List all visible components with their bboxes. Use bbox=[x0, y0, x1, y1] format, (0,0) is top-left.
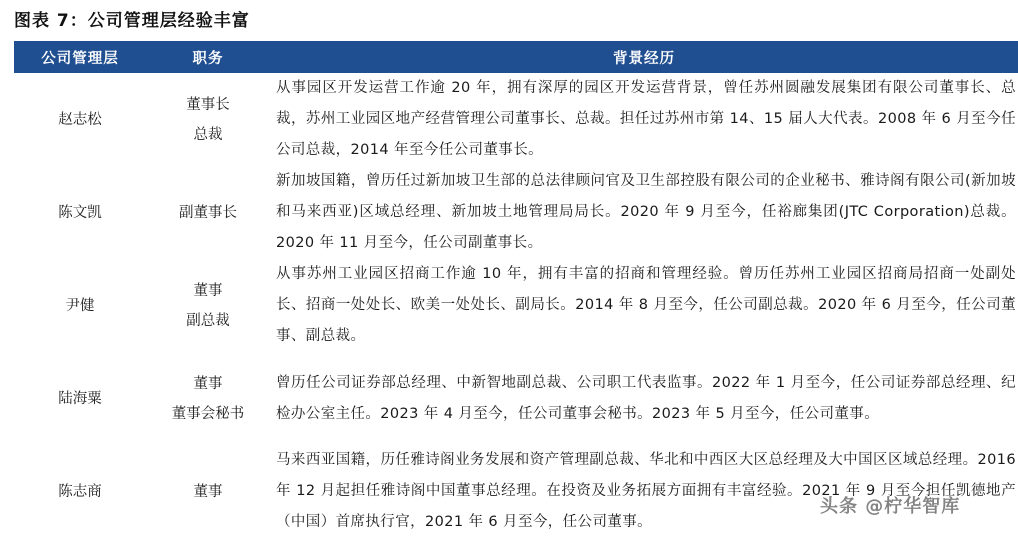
role-line: 董事 bbox=[193, 375, 223, 392]
manager-name: 陆海粟 bbox=[58, 390, 102, 407]
manager-background: 曾历任公司证券部总经理、中新智地副总裁、公司职工代表监事。2022 年 1 月至今，任公司证券部总经理、纪检办公室主任。2023 年 4 月至今，任公司董事会秘书。2023 年 5 月至今，任公司董事。 bbox=[276, 374, 1016, 422]
manager-background: 从事园区开发运营工作逾 20 年，拥有深厚的园区开发运营背景，曾任苏州圆融发展集团有限公司董事长、总裁，苏州工业园区地产经营管理公司董事长、总裁。担任过苏州市第 14、15 届人大代表。2008 年 6 月至今任公司总裁，2014 年至今任公司董事长。 bbox=[276, 80, 1016, 158]
manager-role bbox=[146, 73, 270, 166]
management-table bbox=[14, 41, 1018, 538]
role-line: 副总裁 bbox=[186, 312, 230, 329]
watermark: 头条 @柠华智库 bbox=[820, 496, 961, 517]
manager-background: 新加坡国籍，曾历任过新加坡卫生部的总法律顾问官及卫生部控股有限公司的企业秘书、雅诗阁有限公司(新加坡和马来西亚)区域总经理、新加坡土地管理局局长。2020 年 9 月至今，任裕廊集团(JTC Corporation)总裁。2020 年 11 月至今，任公司副董事长。 bbox=[276, 173, 1016, 251]
table-row bbox=[14, 166, 1018, 259]
manager-name: 尹健 bbox=[65, 297, 95, 314]
role-line: 总裁 bbox=[193, 126, 223, 143]
header-position: 职务 bbox=[146, 41, 270, 73]
manager-name: 陈文凯 bbox=[58, 204, 102, 221]
role-line: 董事 bbox=[193, 483, 223, 500]
table-row bbox=[14, 352, 1018, 445]
manager-role bbox=[146, 259, 270, 352]
manager-role bbox=[146, 352, 270, 445]
header-background: 背景经历 bbox=[270, 41, 1018, 73]
manager-background: 马来西亚国籍，历任雅诗阁业务发展和资产管理副总裁、华北和中西区大区总经理及大中国区区域总经理。2016 年 12 月起担任雅诗阁中国董事总经理。在投资及业务拓展方面拥有丰富经验。2021 年 9 月至今担任凯德地产（中国）首席执行官，2021 年 6 月至今，任公司董事。 bbox=[276, 452, 1016, 530]
manager-role bbox=[146, 445, 270, 538]
role-line: 副董事长 bbox=[179, 204, 237, 221]
table-row bbox=[14, 73, 1018, 166]
manager-name: 赵志松 bbox=[58, 111, 102, 128]
table-row bbox=[14, 259, 1018, 352]
table-header-row bbox=[14, 41, 1018, 73]
manager-name: 陈志商 bbox=[58, 483, 102, 500]
role-line: 董事会秘书 bbox=[171, 405, 245, 422]
manager-role bbox=[146, 166, 270, 259]
role-line: 董事长 bbox=[186, 96, 230, 113]
header-management: 公司管理层 bbox=[14, 41, 146, 73]
manager-background: 从事苏州工业园区招商工作逾 10 年，拥有丰富的招商和管理经验。曾历任苏州工业园区招商局招商一处副处长、招商一处处长、欧美一处处长、副局长。2014 年 8 月至今，任公司副总裁。2020 年 6 月至今，任公司董事、副总裁。 bbox=[276, 266, 1016, 344]
figure-title: 图表 7：公司管理层经验丰富 bbox=[14, 11, 250, 31]
role-line: 董事 bbox=[193, 282, 223, 299]
